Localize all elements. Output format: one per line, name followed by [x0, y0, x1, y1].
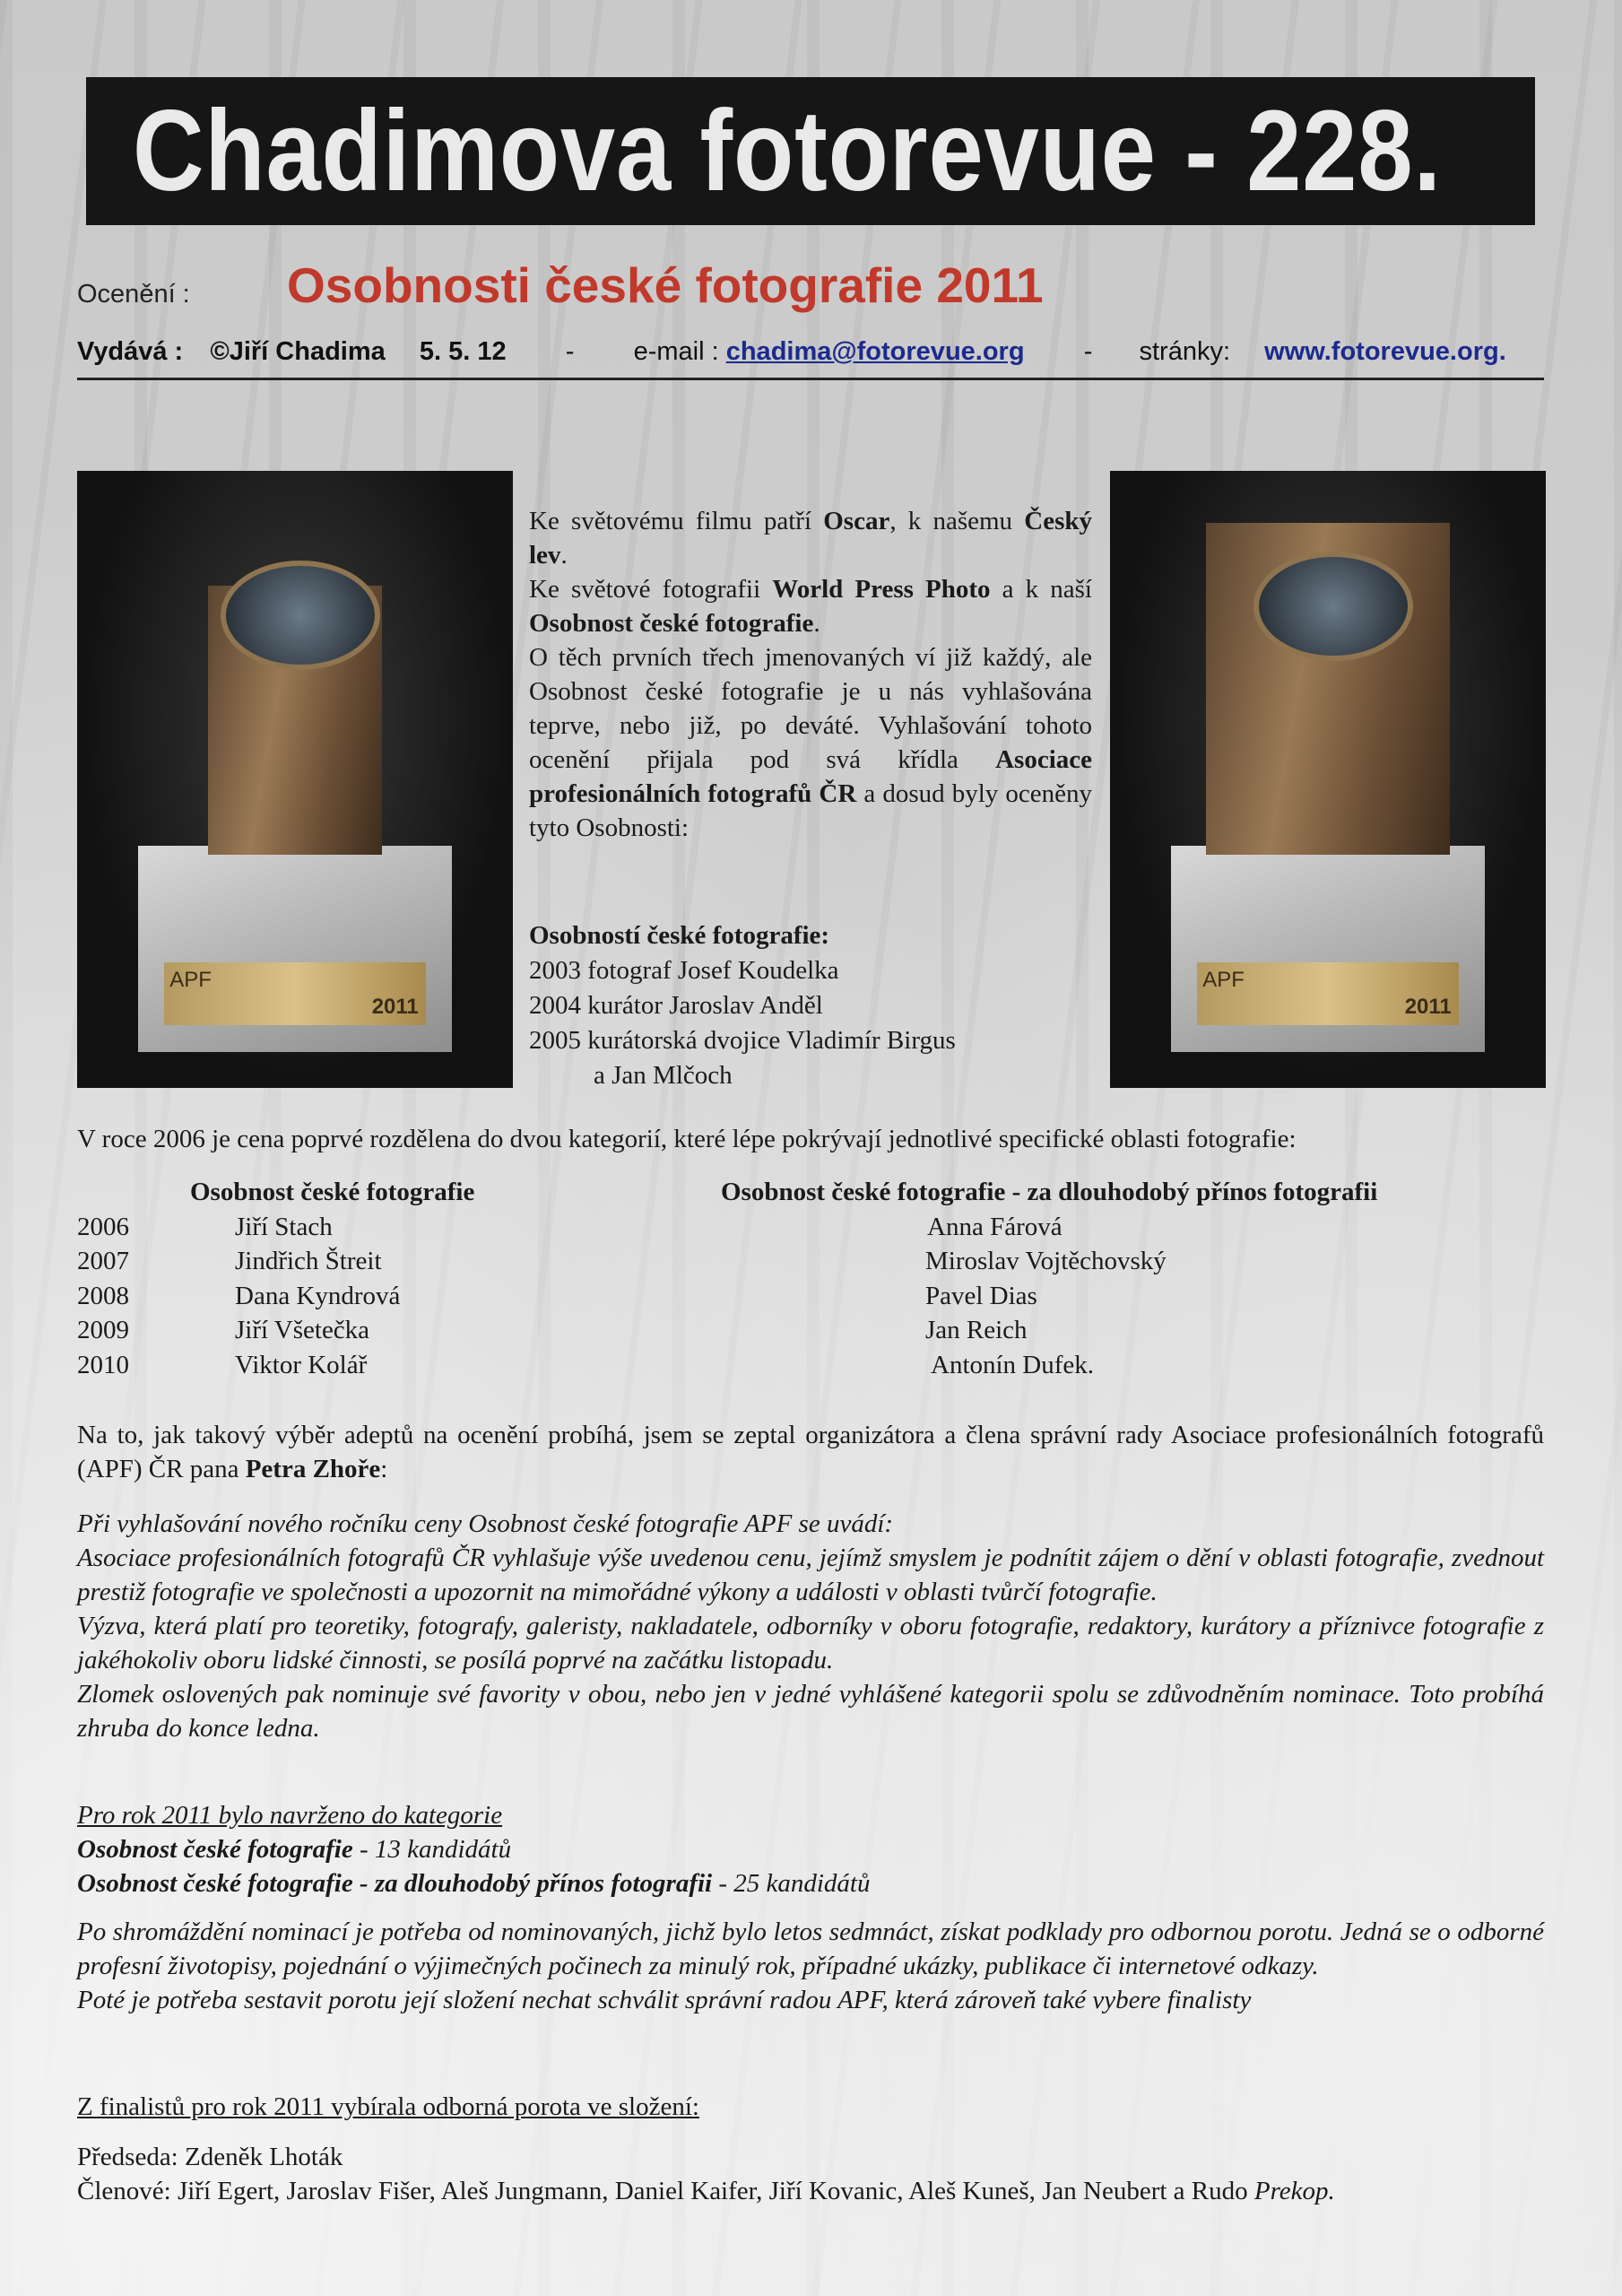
answer-paragraph: Při vyhlašování nového ročníku ceny Osobnost české fotografie APF se uvádí:	[77, 1509, 894, 1538]
question-paragraph	[77, 1418, 1544, 1486]
issue-date: 5. 5. 12	[419, 337, 507, 366]
intro-text-span: a dosud byly oceněny tyto Osobnosti:	[529, 779, 1092, 842]
trophy-plate	[1197, 962, 1459, 1025]
table-cat2: Anna Fárová	[927, 1213, 1063, 1241]
masthead-banner	[86, 77, 1535, 225]
intro-cesky-lev: Český lev	[529, 507, 1092, 570]
question-text: :	[380, 1455, 388, 1483]
answer-paragraph: Poté je potřeba sestavit porotu její složení nechat schválit správní radou APF, která zároveň také vybere finalisty	[77, 1986, 1252, 2014]
jury-members: Členové: Jiří Egert, Jaroslav Fišer, Aleš Jungmann, Daniel Kaifer, Jiří Kovanic, Aleš Kuneš, Jan Neubert a Rudo	[77, 2177, 1254, 2205]
interviewee-name: Petra Zhoře	[245, 1455, 381, 1483]
list-item: a Jan Mlčoch	[594, 1061, 733, 1090]
plate-logo: APF	[1202, 968, 1245, 992]
jury-members-last: Prekop.	[1253, 2177, 1335, 2205]
separator-2: -	[1083, 337, 1093, 366]
table-cat1: Dana Kyndrová	[235, 1282, 401, 1310]
award-title: Osobnosti české fotografie 2011	[287, 257, 1044, 313]
email-label: e-mail :	[633, 337, 719, 366]
publisher-line	[77, 337, 1506, 367]
intro-text-span: O těch prvních třech jmenovaných ví již každý, ale Osobnost české fotografie je u nás vyhlašována teprve, nebo již, po deváté. Vyhlašování tohoto ocenění přijala pod svá křídla	[529, 643, 1092, 774]
web-link[interactable]: www.fotorevue.org.	[1264, 337, 1506, 366]
answer-paragraph: Zlomek oslovených pak nominuje své favority v obou, nebo jen v jedné vyhlášené kategorii spolu se zdůvodněním nominace. Toto probíhá zhruba do konce ledna.	[77, 1680, 1544, 1743]
table-cat2: Jan Reich	[925, 1316, 1028, 1344]
jury-chair: Předseda: Zdeněk Lhoták	[77, 2143, 343, 2171]
intro-text-span: .	[813, 609, 820, 638]
question-text: Na to, jak takový výběr adeptů na ocenění probíhá, jsem se zeptal organizátora a člena správní rady Asociace profesionálních fotografů (APF) ČR pana	[77, 1421, 1544, 1483]
table-header-cat1: Osobnost české fotografie	[190, 1178, 475, 1206]
nominations-heading: Pro rok 2011 bylo navrženo do kategorie	[77, 1801, 503, 1830]
table-cat1: Jindřich Štreit	[235, 1247, 382, 1275]
intro-world-press: World Press Photo	[772, 575, 991, 604]
plate-logo: APF	[169, 968, 212, 992]
table-year: 2010	[77, 1351, 129, 1379]
intro-text-span: Ke světové fotografii	[529, 575, 773, 604]
intro-text	[529, 504, 1092, 845]
table-cat2: Miroslav Vojtěchovský	[925, 1247, 1167, 1275]
intro-text-span: Ke světovému filmu patří	[529, 507, 824, 535]
table-cat1: Jiří Stach	[235, 1213, 333, 1241]
trophy-photo-right	[1110, 471, 1546, 1088]
publisher-name: ©Jiří Chadima	[210, 337, 386, 366]
trophy-eye-icon	[221, 561, 379, 670]
trophy-eye-icon	[1253, 552, 1412, 661]
nominations-cat2: Osobnost české fotografie - za dlouhodobý přínos fotografii	[77, 1869, 713, 1898]
web-label: stránky:	[1139, 337, 1231, 366]
intro-oscar: Oscar	[823, 507, 890, 535]
early-winners-list	[529, 918, 956, 1093]
answer-paragraph: Výzva, která platí pro teoretiky, fotografy, galeristy, nakladatele, odborníky v oboru fotografie, redaktory, kurátory a příznivce fotografie z jakéhokoliv oboru lidské činnosti, se posílá poprvé na začátku listopadu.	[77, 1612, 1544, 1674]
intro-asociace: Asociace profesionálních fotografů ČR	[529, 745, 1092, 808]
nominations-cat1-count: - 13 kandidátů	[352, 1835, 512, 1864]
table-cat1: Jiří Všetečka	[235, 1316, 370, 1344]
list-item: 2004 kurátor Jaroslav Anděl	[529, 991, 823, 1020]
separator-1: -	[565, 337, 575, 366]
intro-text-span: a k naší	[990, 575, 1092, 604]
answer-paragraph: Asociace profesionálních fotografů ČR vyhlašuje výše uvedenou cenu, jejímž smyslem je podnítit zájem o dění v oblasti fotografie, zvednout prestiž fotografie ve společnosti a upozornit na mimořádné výkony a události v oblasti tvůrčí fotografie.	[77, 1544, 1544, 1606]
jury-block	[77, 2090, 1544, 2208]
jury-heading: Z finalistů pro rok 2011 vybírala odborná porota ve složení:	[77, 2092, 699, 2121]
intro-text-span: , k našemu	[889, 507, 1025, 535]
table-year: 2009	[77, 1316, 129, 1344]
trophy-photo-left	[77, 471, 513, 1088]
table-cat2: Pavel Dias	[925, 1282, 1037, 1310]
table-year: 2006	[77, 1213, 129, 1241]
answer-block-1	[77, 1507, 1544, 1745]
header-rule	[77, 378, 1544, 380]
email-link[interactable]: chadima@fotorevue.org	[725, 337, 1025, 366]
table-cat2: Antonín Dufek.	[931, 1351, 1095, 1379]
table-cat1: Viktor Kolář	[235, 1351, 368, 1379]
nominations-cat2-count: - 25 kandidátů	[712, 1869, 871, 1898]
answer-paragraph: Po shromáždění nominací je potřeba od nominovaných, jichž bylo letos sedmnáct, získat podklady pro odbornou porotu. Jedná se o odborné profesní životopisy, pojednání o výjimečných počinech za minulý rok, případné ukázky, publikace či internetové odkazy.	[77, 1918, 1544, 1980]
intro-osobnost: Osobnost české fotografie	[529, 609, 814, 638]
early-winners-heading: Osobností české fotografie:	[529, 921, 830, 950]
intro-text-span: .	[560, 541, 568, 570]
table-year: 2007	[77, 1247, 129, 1275]
nominations-block	[77, 1798, 1544, 1900]
answer-block-2	[77, 1915, 1544, 2017]
list-item: 2005 kurátorská dvojice Vladimír Birgus	[529, 1026, 956, 1055]
split-sentence: V roce 2006 je cena poprvé rozdělena do dvou kategorií, které lépe pokrývají jednotlivé specifické oblasti fotografie:	[77, 1125, 1297, 1153]
masthead-title: Chadimova fotorevue - 228.	[133, 87, 1442, 215]
award-label: Ocenění :	[77, 280, 190, 309]
list-item: 2003 fotograf Josef Koudelka	[529, 956, 839, 985]
table-year: 2008	[77, 1282, 129, 1310]
nominations-cat1: Osobnost české fotografie	[77, 1835, 353, 1864]
publisher-label: Vydává :	[77, 337, 184, 366]
plate-year: 2011	[1404, 995, 1452, 1019]
trophy-plate	[164, 962, 426, 1025]
table-header-cat2: Osobnost české fotografie - za dlouhodobý přínos fotografii	[721, 1178, 1378, 1206]
plate-year: 2011	[371, 995, 419, 1019]
